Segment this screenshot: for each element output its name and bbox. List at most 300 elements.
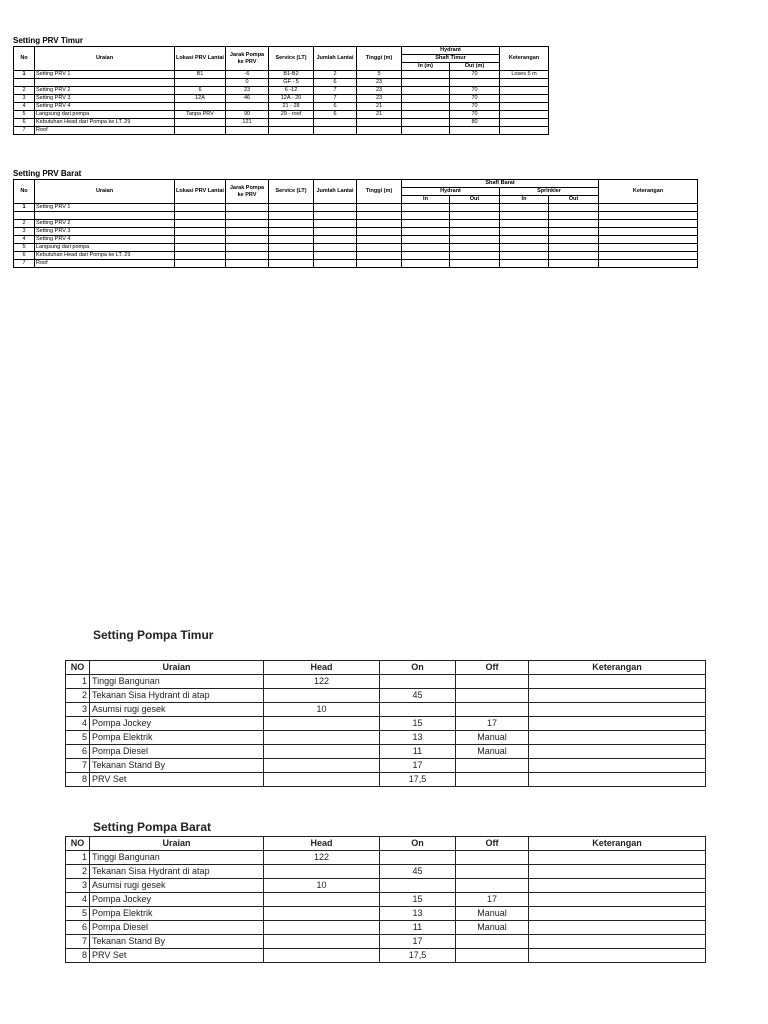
table-row [14, 228, 698, 236]
col-header-hydrant-out: Out [450, 196, 500, 204]
pompa-timur-table [65, 660, 706, 787]
row-no: 2 [14, 220, 35, 228]
row-sprinkler-in [500, 228, 549, 236]
row-lokasi: 6 [175, 87, 226, 95]
row-hydrant-in [402, 228, 450, 236]
row-uraian: Pompa Elektrik [90, 907, 264, 921]
row-keterangan [529, 949, 706, 963]
row-hydrant-in [402, 236, 450, 244]
col-header-out: Out (m) [450, 63, 500, 71]
row-no: 2 [66, 689, 90, 703]
row-in [402, 119, 450, 127]
row-on: 17,5 [380, 949, 456, 963]
row-tinggi: 21 [357, 111, 402, 119]
col-header-jarak: Jarak Pompa ke PRV [226, 180, 269, 204]
row-hydrant-out [450, 220, 500, 228]
col-header-shaft: Shaft Barat [402, 180, 599, 188]
col-header-keterangan: Keterangan [500, 47, 549, 71]
row-hydrant-out [450, 244, 500, 252]
row-uraian: Pompa Diesel [90, 745, 264, 759]
row-keterangan [599, 260, 698, 268]
row-no: 7 [14, 260, 35, 268]
row-hydrant-out [450, 204, 500, 212]
row-service [269, 236, 314, 244]
col-header-lokasi: Lokasi PRV Lantai [175, 47, 226, 71]
row-keterangan [599, 252, 698, 260]
row-sprinkler-in [500, 236, 549, 244]
row-keterangan [599, 236, 698, 244]
row-off: Manual [456, 907, 529, 921]
table-row [66, 759, 706, 773]
row-uraian: Asumsi rugi gesek [90, 879, 264, 893]
row-tinggi: 23 [357, 95, 402, 103]
row-hydrant-in [402, 260, 450, 268]
row-uraian: PRV Set [90, 949, 264, 963]
row-service: 6 -12 [269, 87, 314, 95]
row-head [264, 731, 380, 745]
row-off [456, 759, 529, 773]
col-header-shaft: Shaft Timur [402, 55, 500, 63]
row-head [264, 745, 380, 759]
table-row [66, 879, 706, 893]
row-tinggi [357, 119, 402, 127]
col-header-no: No [14, 47, 35, 71]
row-on: 45 [380, 689, 456, 703]
row-no: 4 [66, 893, 90, 907]
row-off: 17 [456, 893, 529, 907]
col-header-on: On [380, 837, 456, 851]
row-keterangan [599, 204, 698, 212]
row-keterangan [529, 689, 706, 703]
table-row [66, 717, 706, 731]
col-header-tinggi: Tinggi (m) [357, 47, 402, 71]
row-keterangan [500, 87, 549, 95]
row-keterangan [529, 731, 706, 745]
row-uraian [35, 212, 175, 220]
row-uraian: Setting PRV 4 [35, 236, 175, 244]
row-uraian: Tekanan Sisa Hydrant di atap [90, 865, 264, 879]
row-keterangan [529, 717, 706, 731]
row-no: 8 [66, 949, 90, 963]
row-hydrant-out [450, 228, 500, 236]
row-in [402, 95, 450, 103]
row-uraian: Setting PRV 1 [35, 204, 175, 212]
row-service: GF - 5 [269, 79, 314, 87]
row-head [264, 893, 380, 907]
col-header-sprinkler-out: Out [549, 196, 599, 204]
row-head [264, 949, 380, 963]
col-header-jumlah: Jumlah Lantai [314, 180, 357, 204]
row-jumlah: 7 [314, 87, 357, 95]
row-keterangan [529, 879, 706, 893]
row-jumlah [314, 220, 357, 228]
row-lokasi [175, 260, 226, 268]
row-off [456, 879, 529, 893]
row-jarak: 0 [226, 79, 269, 87]
row-sprinkler-out [549, 212, 599, 220]
row-jarak [226, 228, 269, 236]
table-row [14, 71, 549, 79]
table-row [14, 252, 698, 260]
col-header-keterangan: Keterangan [529, 837, 706, 851]
row-lokasi [175, 79, 226, 87]
row-keterangan [599, 244, 698, 252]
row-in [402, 127, 450, 135]
row-off [456, 935, 529, 949]
row-hydrant-out [450, 252, 500, 260]
row-service [269, 252, 314, 260]
row-keterangan [500, 95, 549, 103]
row-keterangan [529, 851, 706, 865]
row-tinggi [357, 220, 402, 228]
row-jumlah: 6 [314, 79, 357, 87]
row-uraian: Pompa Elektrik [90, 731, 264, 745]
row-lokasi [175, 127, 226, 135]
col-header-head: Head [264, 661, 380, 675]
row-out: 70 [450, 103, 500, 111]
col-header-off: Off [456, 837, 529, 851]
row-keterangan [500, 127, 549, 135]
row-off [456, 949, 529, 963]
row-out: 70 [450, 95, 500, 103]
row-jumlah [314, 119, 357, 127]
row-on: 17 [380, 759, 456, 773]
row-uraian: Pompa Jockey [90, 717, 264, 731]
col-header-uraian: Uraian [35, 47, 175, 71]
row-head [264, 773, 380, 787]
row-no: 1 [14, 71, 35, 79]
row-hydrant-in [402, 220, 450, 228]
col-header-no: NO [66, 661, 90, 675]
col-header-uraian: Uraian [90, 837, 264, 851]
row-jumlah: 6 [314, 103, 357, 111]
col-header-sprinkler: Sprinkler [500, 188, 599, 196]
row-keterangan [599, 228, 698, 236]
table-row [66, 689, 706, 703]
table-row [14, 244, 698, 252]
row-service [269, 119, 314, 127]
table-row [14, 260, 698, 268]
row-lokasi [175, 212, 226, 220]
row-head [264, 759, 380, 773]
row-hydrant-out [450, 212, 500, 220]
pompa-barat-table [65, 836, 706, 963]
row-service [269, 204, 314, 212]
row-hydrant-in [402, 204, 450, 212]
row-sprinkler-in [500, 252, 549, 260]
row-uraian: Tekanan Sisa Hydrant di atap [90, 689, 264, 703]
table-row [14, 212, 698, 220]
col-header-keterangan: Keterangan [529, 661, 706, 675]
col-header-tinggi: Tinggi (m) [357, 180, 402, 204]
row-off [456, 851, 529, 865]
col-header-lokasi: Lokasi PRV Lantai [175, 180, 226, 204]
row-uraian: Setting PRV 3 [35, 228, 175, 236]
row-hydrant-out [450, 236, 500, 244]
table-row [14, 127, 549, 135]
row-uraian: Kebutuhan Head dari Pompa ke LT. 29 [35, 252, 175, 260]
row-tinggi [357, 204, 402, 212]
row-uraian: Pompa Diesel [90, 921, 264, 935]
row-service [269, 220, 314, 228]
row-no: 6 [14, 119, 35, 127]
row-jumlah [314, 244, 357, 252]
table-row [14, 95, 549, 103]
col-header-in: In (m) [402, 63, 450, 71]
row-tinggi [357, 228, 402, 236]
row-jarak: 121 [226, 119, 269, 127]
row-no: 7 [66, 935, 90, 949]
row-out: 70 [450, 111, 500, 119]
row-jarak [226, 252, 269, 260]
row-head [264, 907, 380, 921]
row-tinggi [357, 260, 402, 268]
row-on [380, 851, 456, 865]
row-no: 4 [14, 236, 35, 244]
row-no: 5 [66, 731, 90, 745]
row-off [456, 865, 529, 879]
row-no: 7 [66, 759, 90, 773]
row-out: 80 [450, 119, 500, 127]
row-uraian: Setting PRV 4 [35, 103, 175, 111]
table-row [14, 119, 549, 127]
row-service: 29 - roof [269, 111, 314, 119]
table-row [66, 935, 706, 949]
row-off: Manual [456, 731, 529, 745]
prv-timur-title: Setting PRV Timur [13, 36, 83, 45]
row-in [402, 111, 450, 119]
row-jarak [226, 212, 269, 220]
row-sprinkler-in [500, 212, 549, 220]
table-row [66, 949, 706, 963]
row-sprinkler-out [549, 228, 599, 236]
row-keterangan [529, 759, 706, 773]
row-jarak: 46 [226, 95, 269, 103]
row-on: 15 [380, 893, 456, 907]
row-uraian: Langsung dari pompa [35, 244, 175, 252]
row-tinggi [357, 244, 402, 252]
col-header-keterangan: Keterangan [599, 180, 698, 204]
row-service [269, 228, 314, 236]
row-no: 2 [14, 87, 35, 95]
row-on: 15 [380, 717, 456, 731]
row-lokasi: Tanpa PRV [175, 111, 226, 119]
row-head: 122 [264, 675, 380, 689]
row-in [402, 103, 450, 111]
row-service [269, 127, 314, 135]
col-header-sprinkler-in: In [500, 196, 549, 204]
row-head: 122 [264, 851, 380, 865]
prv-timur-table [13, 46, 549, 135]
row-no: 3 [14, 228, 35, 236]
row-jarak [226, 127, 269, 135]
row-off [456, 675, 529, 689]
row-keterangan [500, 79, 549, 87]
row-no: 4 [14, 103, 35, 111]
row-off: 17 [456, 717, 529, 731]
row-on: 17 [380, 935, 456, 949]
row-keterangan [500, 111, 549, 119]
row-lokasi: 12A [175, 95, 226, 103]
row-uraian: Setting PRV 3 [35, 95, 175, 103]
row-no: 1 [66, 851, 90, 865]
row-sprinkler-out [549, 220, 599, 228]
row-off: Manual [456, 745, 529, 759]
row-head: 10 [264, 879, 380, 893]
row-head: 10 [264, 703, 380, 717]
row-out [450, 79, 500, 87]
row-uraian: Setting PRV 2 [35, 87, 175, 95]
row-keterangan [529, 745, 706, 759]
row-sprinkler-in [500, 220, 549, 228]
row-jarak: 90 [226, 111, 269, 119]
col-header-no: No [14, 180, 35, 204]
row-no: 6 [14, 252, 35, 260]
row-jarak [226, 244, 269, 252]
row-uraian: Langsung dari pompa [35, 111, 175, 119]
row-no [14, 212, 35, 220]
row-sprinkler-in [500, 204, 549, 212]
table-row [14, 204, 698, 212]
row-off: Manual [456, 921, 529, 935]
table-row [14, 111, 549, 119]
row-uraian: PRV Set [90, 773, 264, 787]
row-no: 6 [66, 745, 90, 759]
row-keterangan [500, 103, 549, 111]
row-tinggi [357, 252, 402, 260]
row-keterangan [529, 921, 706, 935]
table-row [14, 103, 549, 111]
row-no: 5 [14, 111, 35, 119]
row-jumlah: 7 [314, 95, 357, 103]
row-no: 4 [66, 717, 90, 731]
row-on [380, 675, 456, 689]
table-row [14, 79, 549, 87]
table-row [14, 236, 698, 244]
row-uraian: Asumsi rugi gesek [90, 703, 264, 717]
row-no: 3 [66, 879, 90, 893]
table-row [66, 703, 706, 717]
row-keterangan [599, 220, 698, 228]
table-row [14, 220, 698, 228]
row-jarak [226, 103, 269, 111]
row-on: 17,5 [380, 773, 456, 787]
row-head [264, 689, 380, 703]
pompa-barat-title: Setting Pompa Barat [93, 820, 212, 834]
row-no: 5 [66, 907, 90, 921]
row-sprinkler-out [549, 252, 599, 260]
row-on: 13 [380, 907, 456, 921]
row-no: 1 [66, 675, 90, 689]
row-hydrant-out [450, 260, 500, 268]
row-tinggi: 21 [357, 103, 402, 111]
row-uraian: Pompa Jockey [90, 893, 264, 907]
row-uraian: Roof [35, 260, 175, 268]
row-service: B1-B2 [269, 71, 314, 79]
row-keterangan [529, 935, 706, 949]
row-uraian: Setting PRV 2 [35, 220, 175, 228]
row-hydrant-in [402, 212, 450, 220]
row-no [14, 79, 35, 87]
row-jumlah [314, 204, 357, 212]
col-header-service: Service (LT) [269, 47, 314, 71]
row-jarak [226, 236, 269, 244]
col-header-head: Head [264, 837, 380, 851]
row-keterangan [599, 212, 698, 220]
row-no: 5 [14, 244, 35, 252]
row-off [456, 689, 529, 703]
row-on: 45 [380, 865, 456, 879]
row-in [402, 79, 450, 87]
row-no: 3 [66, 703, 90, 717]
row-service [269, 244, 314, 252]
row-jumlah [314, 212, 357, 220]
row-lokasi [175, 252, 226, 260]
col-header-hydrant-in: In [402, 196, 450, 204]
row-lokasi [175, 228, 226, 236]
row-tinggi [357, 236, 402, 244]
row-lokasi [175, 119, 226, 127]
row-sprinkler-in [500, 260, 549, 268]
row-tinggi [357, 127, 402, 135]
row-lokasi [175, 204, 226, 212]
row-uraian: Roof [35, 127, 175, 135]
row-out: 70 [450, 87, 500, 95]
table-row [66, 675, 706, 689]
prv-barat-title: Setting PRV Barat [13, 169, 82, 178]
col-header-uraian: Uraian [35, 180, 175, 204]
col-header-hydrant: Hydrant [402, 47, 500, 55]
row-lokasi: B1 [175, 71, 226, 79]
row-lokasi [175, 244, 226, 252]
row-no: 6 [66, 921, 90, 935]
table-row [66, 773, 706, 787]
col-header-service: Service (LT) [269, 180, 314, 204]
row-jarak: -6 [226, 71, 269, 79]
col-header-off: Off [456, 661, 529, 675]
row-uraian: Setting PRV 1 [35, 71, 175, 79]
row-hydrant-in [402, 244, 450, 252]
row-tinggi [357, 212, 402, 220]
table-row [66, 921, 706, 935]
row-jumlah [314, 252, 357, 260]
row-sprinkler-out [549, 236, 599, 244]
row-out [450, 127, 500, 135]
row-jarak [226, 204, 269, 212]
row-in [402, 87, 450, 95]
row-lokasi [175, 103, 226, 111]
row-tinggi: 23 [357, 79, 402, 87]
row-service: 21 - 28 [269, 103, 314, 111]
row-jumlah: 6 [314, 111, 357, 119]
row-head [264, 717, 380, 731]
row-on: 13 [380, 731, 456, 745]
row-no: 7 [14, 127, 35, 135]
row-keterangan [529, 703, 706, 717]
row-service [269, 212, 314, 220]
col-header-jarak: Jarak Pompa ke PRV [226, 47, 269, 71]
row-service: 12A - 20 [269, 95, 314, 103]
row-jarak [226, 260, 269, 268]
row-uraian: Tekanan Stand By [90, 759, 264, 773]
row-sprinkler-out [549, 260, 599, 268]
row-jumlah [314, 260, 357, 268]
row-keterangan: Loses 5 m [500, 71, 549, 79]
row-tinggi: 23 [357, 87, 402, 95]
row-jumlah: 2 [314, 71, 357, 79]
pompa-timur-title: Setting Pompa Timur [93, 628, 214, 642]
row-keterangan [529, 675, 706, 689]
